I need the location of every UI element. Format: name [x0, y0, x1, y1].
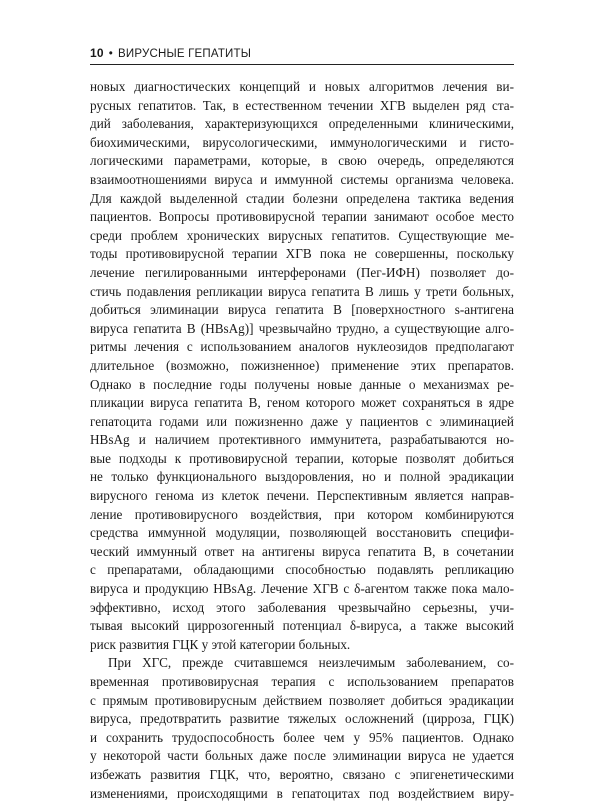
text-line: тоды противовирусной терапии ХГВ пока не совершенны, поскольку [90, 246, 514, 262]
body-text [90, 78, 514, 803]
text-line: вируса и продукцию HBsAg. Лечение ХГВ с δ-агентом также пока мало- [90, 581, 514, 597]
text-line: длительное (возможно, пожизненное) применение этих препаратов. [90, 357, 514, 373]
text-line: с прямым противовирусным действием позволяет добиться эрадикации [90, 692, 514, 708]
text-line: временная противовирусная терапия с использованием препаратов [90, 674, 514, 689]
text-line: Однако в последние годы получены новые данные о механизмах ре- [90, 376, 514, 392]
text-line: вируса, предотвратить развитие тяжелых осложнений (цирроза, ГЦК) [90, 711, 514, 727]
text-line: логическими параметрами, которые, в свою очередь, определяются [90, 153, 514, 169]
paragraph [90, 78, 514, 654]
text-line: новых диагностических концепций и новых алгоритмов лечения ви- [90, 79, 514, 94]
page-number: 10 [90, 46, 104, 60]
text-line: биохимическими, вирусологическими, иммунологическими и гисто- [90, 134, 514, 150]
text-line: у некоторой части больных даже после элиминации вируса не удается [90, 748, 514, 764]
text-line: среди проблем хронических вирусных гепатитов. Существующие ме- [90, 227, 514, 243]
text-line: избежать развития ГЦК, что, вероятно, связано с эпигенетическими [90, 766, 514, 782]
header-rule [90, 64, 514, 65]
text-line: ческий иммунный ответ на антигены вируса гепатита В, в сочетании [90, 543, 514, 559]
text-line: вируса гепатита В (HBsAg)] чрезвычайно трудно, а существующие алго- [90, 320, 514, 336]
text-line: не только функционального выздоровления, но и полной эрадикации [90, 469, 514, 485]
text-line: стичь подавления репликации вируса гепатита В лишь у трети больных, [90, 283, 514, 299]
text-line: добиться элиминации вируса гепатита В [поверхностного s-антигена [90, 302, 514, 318]
running-header [90, 46, 515, 60]
text-line: ритмы лечения с использованием аналогов нуклеозидов предполагают [90, 339, 514, 355]
text-line: риск развития ГЦК у этой категории больных. [90, 636, 351, 652]
text-line: гепатоцита годами или пожизненно даже у пациентов с элиминацией [90, 413, 514, 429]
text-line: тывая высокий цирроз͏огенный потенциал δ-вируса, а также высокий [90, 618, 514, 634]
text-line: вые подходы к противовирусной терапии, которые позволят добиться [90, 450, 514, 466]
text-line: пликации вируса гепатита В, геном которого может сохраняться в ядре [90, 395, 514, 411]
header-bullet: • [108, 48, 113, 60]
text-line: лечение пегилированными интерферонами (Пег-ИФН) позволяет до- [90, 264, 514, 280]
text-line: вирусного генома из клеток печени. Перспективным является направ- [90, 488, 514, 504]
text-line: При ХГС, прежде считавшемся неизлечимым заболеванием, со- [108, 655, 514, 671]
text-line: средства иммунной модуляции, позволяющей восстановить специфи- [90, 525, 514, 541]
paragraph [90, 654, 514, 803]
text-line: пациентов. Вопросы противовирусной терапии занимают особое место [90, 209, 514, 225]
running-title: ВИРУСНЫЕ ГЕПАТИТЫ [117, 48, 252, 60]
text-line: и сохранить трудоспособность более чем у 95% пациентов. Однако [90, 729, 514, 745]
text-line: эффективно, исход этого заболевания чрезвычайно серьезны, учи- [90, 599, 514, 615]
text-line: взаимоотношениями вируса и иммунной системы организма человека. [90, 171, 514, 187]
text-line: дий заболевания, характеризующихся определенными клиническими, [90, 116, 514, 132]
text-line: HBsAg и наличием протективного иммунитета, разрабатываются но- [90, 432, 514, 448]
text-line: изменениями, происходящими в гепатоцитах под воздействием виру- [90, 785, 514, 801]
text-line: ление противовирусного воздействия, при котором комбинируются [90, 506, 514, 522]
text-line: Для каждой выделенной стадии болезни определена тактика ведения [90, 190, 514, 206]
text-line: с препаратами, обладающими способностью подавлять репликацию [90, 562, 514, 578]
text-line: русных гепатитов. Так, в естественном течении ХГВ выделен ряд ста- [90, 97, 514, 113]
